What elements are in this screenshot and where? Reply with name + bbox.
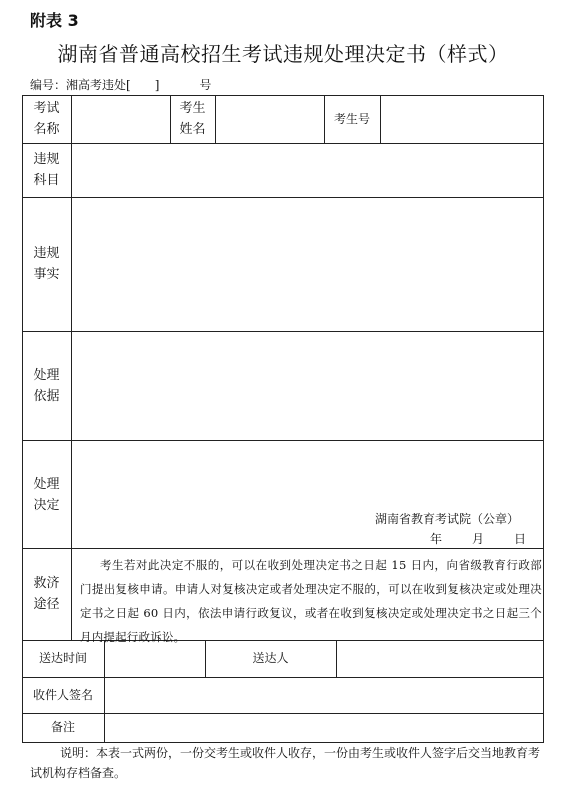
- remarks-label: 备注: [50, 720, 75, 734]
- relief-route-label: 救济 途径: [33, 576, 60, 612]
- relief-route-text: 考生若对此决定不服的，可以在收到处理决定书之日起 15 日内，向省级教育行政部门提出复核申请。申请人对复核决定或者处理决定不服的，可以在收到复核决定或处理决定书之日起 60 日内，依法申请行政复议，或者在收到复核决定或处理决定书之日起三个月内提起行政诉讼。: [80, 558, 542, 644]
- doc-number-suffix: 号: [199, 78, 212, 92]
- processing-decision-label: 处理 决定: [33, 477, 60, 513]
- exam-name-label: 考试 名称: [33, 101, 60, 137]
- doc-number-close: ]: [154, 78, 160, 92]
- processing-decision-field[interactable]: [72, 441, 543, 509]
- candidate-number-field[interactable]: [381, 96, 543, 143]
- processing-basis-field[interactable]: [72, 332, 543, 440]
- delivery-time-label: 送达时间: [38, 651, 87, 665]
- violation-subject-field[interactable]: [72, 144, 543, 197]
- footnote: 说明：本表一式两份，一份交考生或收件人收存，一份由考生或收件人签字后交当地教育考试机构存档备查。: [30, 746, 541, 780]
- violation-facts-label: 违规 事实: [33, 246, 60, 282]
- candidate-name-label: 考生 姓名: [179, 101, 206, 137]
- decision-date: 年 月 日: [430, 532, 529, 546]
- delivery-time-field[interactable]: [105, 641, 205, 677]
- violation-subject-label: 违规 科目: [33, 152, 60, 188]
- candidate-name-field[interactable]: [216, 96, 324, 143]
- authority-stamp: 湖南省教育考试院（公章）: [375, 512, 520, 526]
- document-title: 湖南省普通高校招生考试违规处理决定书（样式）: [57, 42, 509, 66]
- recipient-signature-field[interactable]: [105, 678, 543, 713]
- document-number: [30, 76, 211, 93]
- violation-facts-field[interactable]: [72, 198, 543, 331]
- appendix-label: 附表 3: [30, 11, 79, 30]
- doc-number-label: 编号：湘高考违处[: [30, 78, 131, 92]
- exam-name-field[interactable]: [72, 96, 170, 143]
- delivered-by-field[interactable]: [337, 641, 543, 677]
- candidate-number-label: 考生号: [333, 112, 370, 126]
- recipient-signature-label: 收件人签名: [32, 688, 93, 702]
- processing-basis-label: 处理 依据: [33, 368, 60, 404]
- remarks-field[interactable]: [105, 714, 543, 742]
- delivered-by-label: 送达人: [252, 651, 289, 665]
